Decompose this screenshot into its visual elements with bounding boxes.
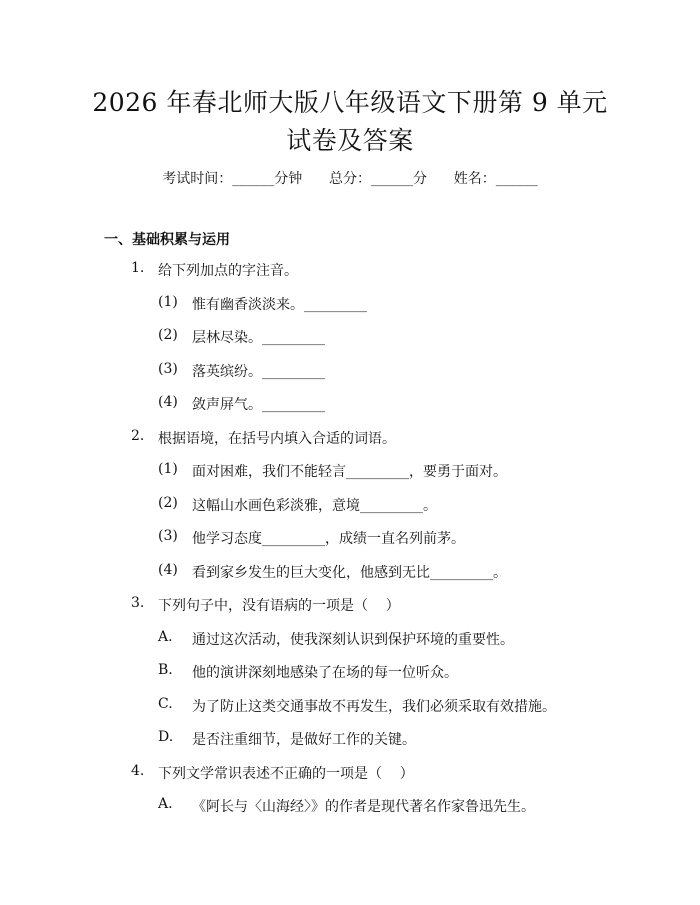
item-text: 惟有幽香淡淡来。_________ <box>192 297 367 313</box>
item-label: (4) <box>158 562 178 578</box>
item-text: 为了防止这类交通事故不再发生，我们必须采取有效措施。 <box>192 699 556 715</box>
item-label: D. <box>158 729 174 745</box>
item-text: 敛声屏气。_________ <box>192 397 325 413</box>
item-label: (1) <box>158 294 178 310</box>
item-text: 是否注重细节，是做好工作的关键。 <box>192 732 416 748</box>
item-label: B. <box>158 662 173 678</box>
question-number: 1. <box>131 260 145 276</box>
item-label: (4) <box>158 394 178 410</box>
item-text: 这幅山水画色彩淡雅，意境_________。 <box>192 498 437 514</box>
item-label: (3) <box>158 528 178 544</box>
item-text: 通过这次活动，使我深刻认识到保护环境的重要性。 <box>192 632 514 648</box>
item-text: 他学习态度_________，成绩一直名列前茅。 <box>192 531 465 547</box>
item-label: (2) <box>158 327 178 343</box>
item-text: 看到家乡发生的巨大变化，他感到无比_________。 <box>192 565 507 581</box>
item-label: (1) <box>158 461 178 477</box>
item-text: 层林尽染。_________ <box>192 330 325 346</box>
item-text: 落英缤纷。_________ <box>192 364 325 380</box>
question-text: 给下列加点的字注音。 <box>158 263 298 279</box>
document-title: 2026 年春北师大版八年级语文下册第 9 单元 <box>92 88 608 117</box>
question-text: 下列句子中，没有语病的一项是（ ） <box>158 598 400 614</box>
document-subtitle: 试卷及答案 <box>286 126 414 155</box>
item-label: A. <box>158 629 173 645</box>
question-number: 4. <box>131 763 145 779</box>
question-number: 2. <box>131 428 145 444</box>
item-text: 《阿长与〈山海经〉》的作者是现代著名作家鲁迅先生。 <box>192 799 535 815</box>
item-text: 他的演讲深刻地感染了在场的每一位听众。 <box>192 665 458 681</box>
question-number: 3. <box>131 595 145 611</box>
item-label: C. <box>158 696 173 712</box>
question-text: 根据语境，在括号内填入合适的词语。 <box>158 431 396 447</box>
section-heading: 一、基础积累与运用 <box>104 232 230 248</box>
question-text: 下列文学常识表述不正确的一项是（ ） <box>158 766 414 782</box>
item-label: (2) <box>158 495 178 511</box>
item-label: A. <box>158 796 173 812</box>
exam-info-line: 考试时间：______分钟 总分：______分 姓名：______ <box>162 171 538 187</box>
item-label: (3) <box>158 361 178 377</box>
item-text: 面对困难，我们不能轻言_________，要勇于面对。 <box>192 464 507 480</box>
